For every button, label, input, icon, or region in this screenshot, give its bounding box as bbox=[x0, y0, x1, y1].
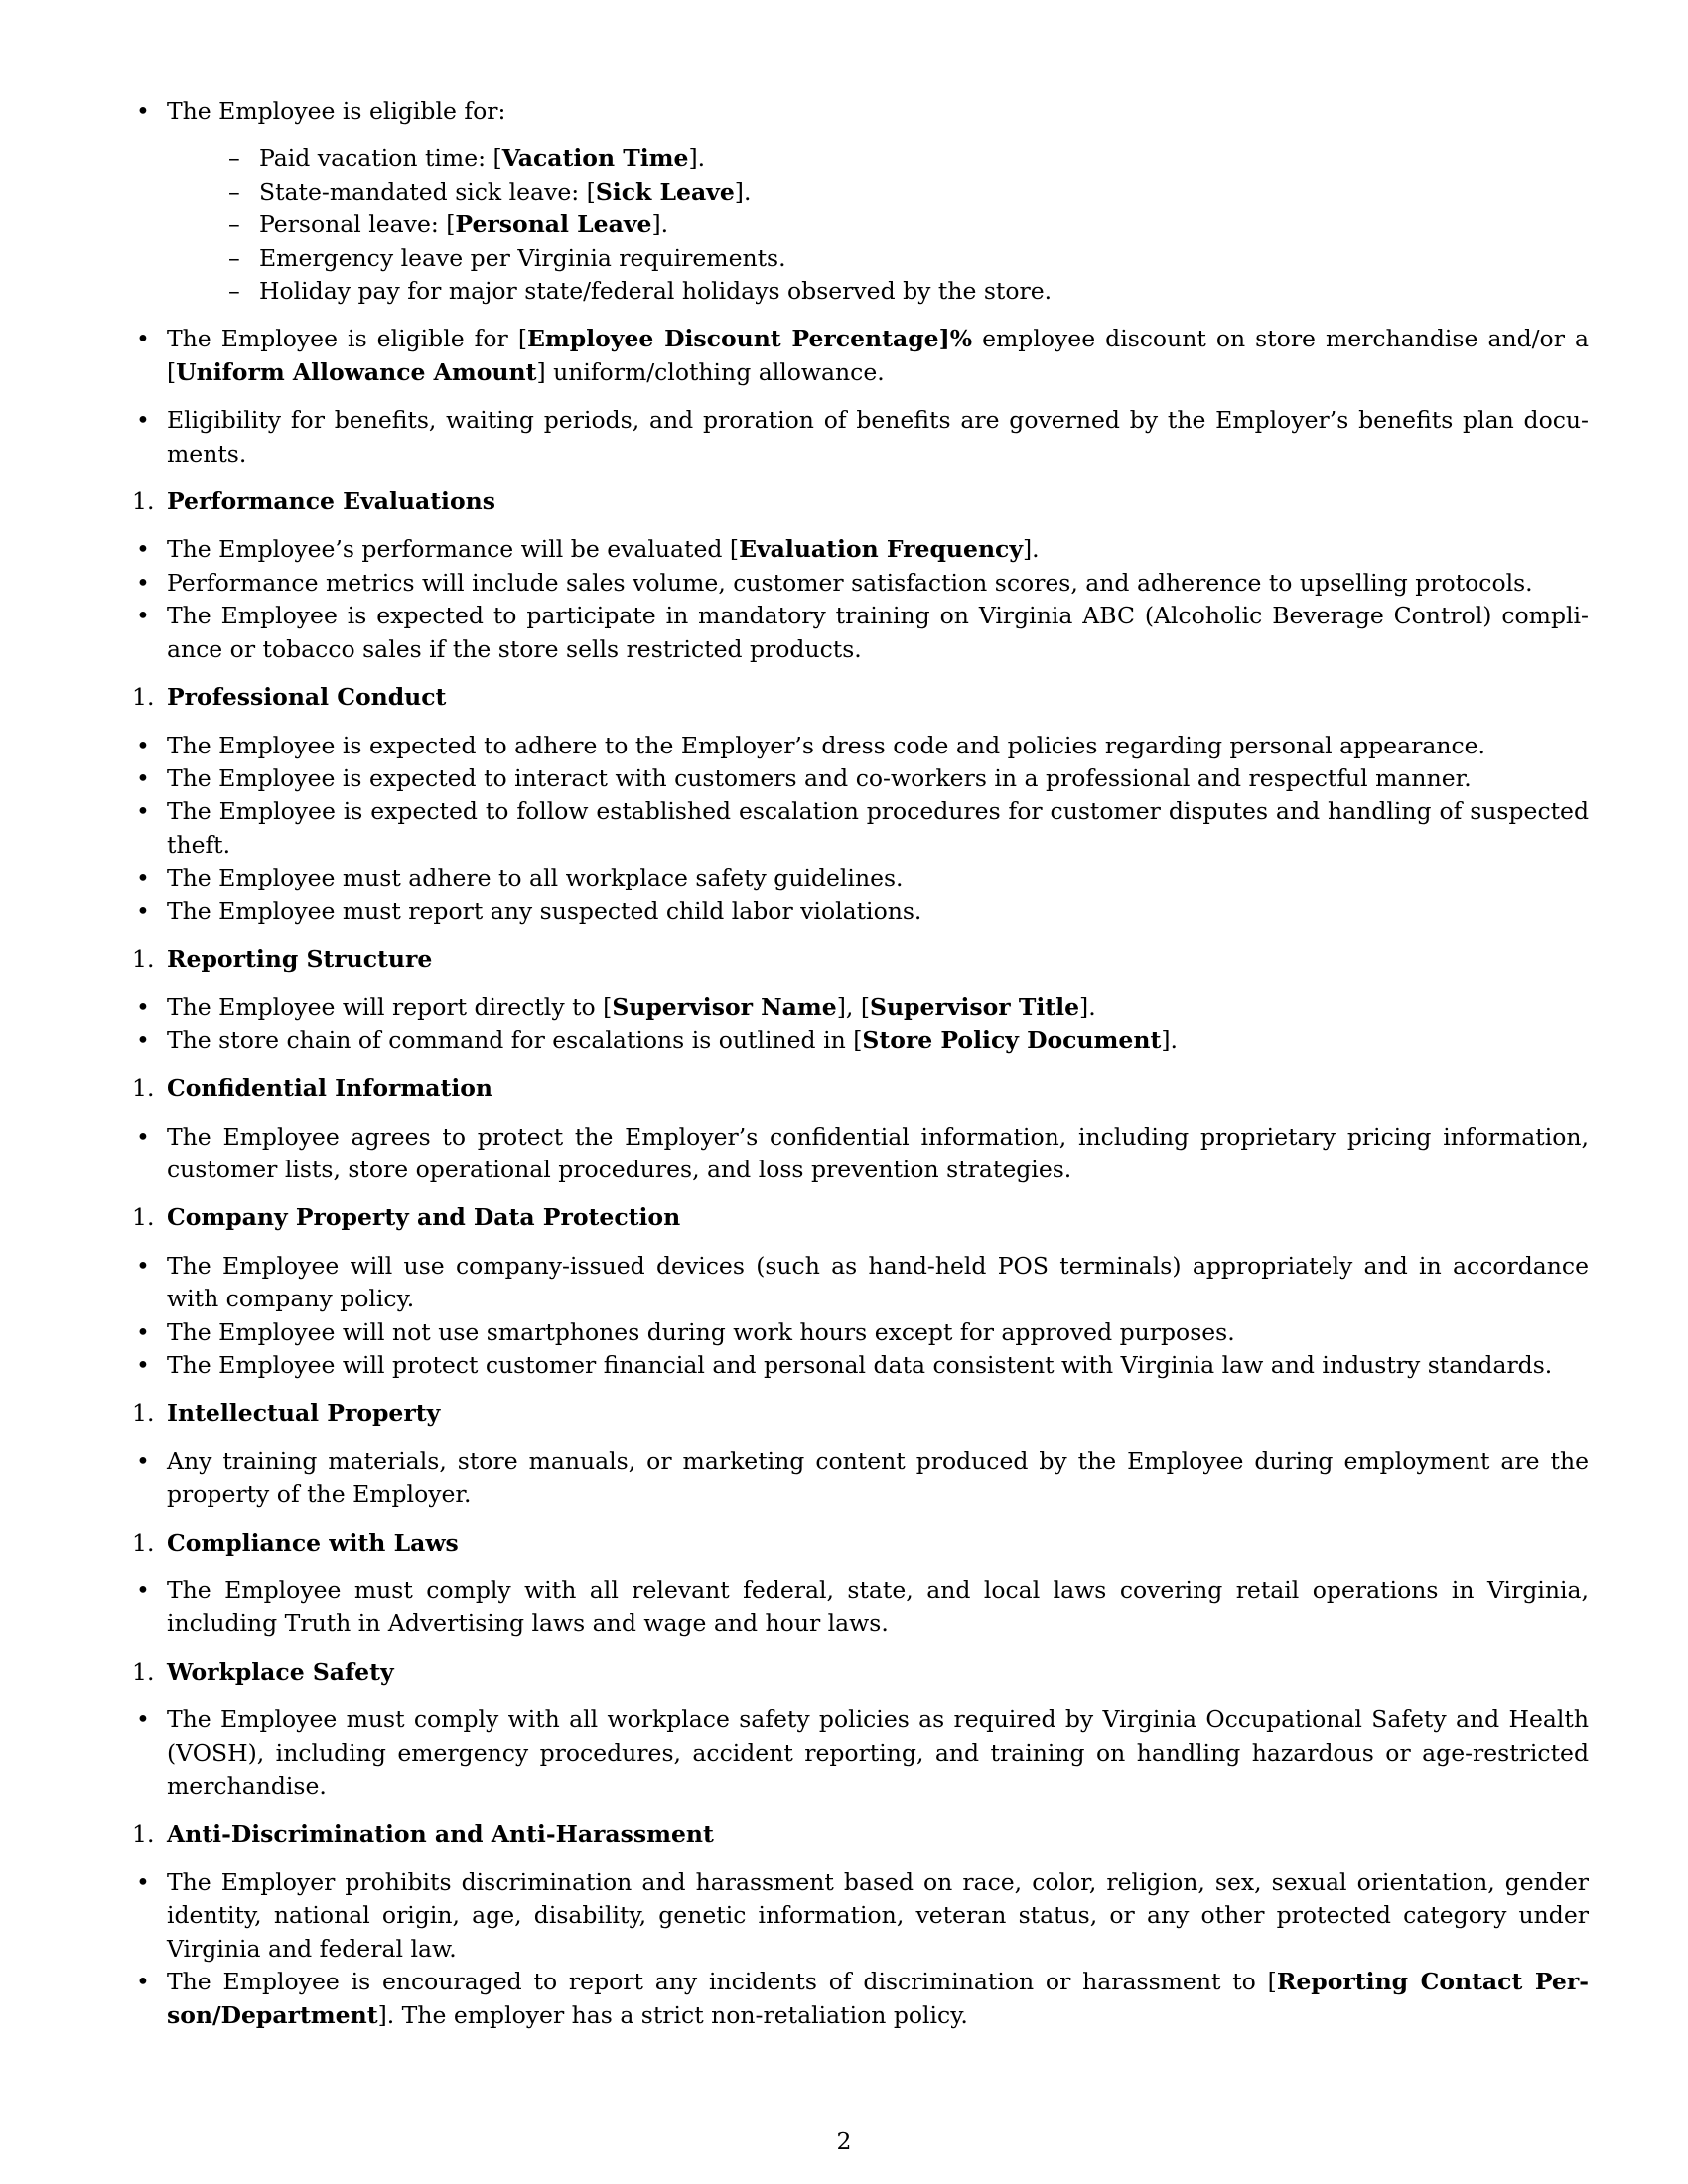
list-item: • The Employer prohibits discrimination and harassment based on race, color, religion, sex, sexual orientation, gender identity, national origin, age, disability, genetic information, veteran status, or any other protected category under Virginia and federal law. bbox=[132, 1866, 1589, 1966]
page-number: 2 bbox=[836, 2127, 852, 2155]
performance-list bbox=[132, 533, 1589, 666]
list-item: • Eligibility for benefits, waiting periods, and proration of benefits are governed by the Employer’s benefits plan documents. bbox=[132, 404, 1589, 471]
placeholder-reporting-contact: Reporting Contact Person/Department bbox=[167, 1968, 1589, 2029]
benefits-discount-list bbox=[132, 323, 1589, 389]
section-heading-conduct: 1. Professional Conduct bbox=[132, 683, 447, 712]
compliance-list bbox=[132, 1574, 1589, 1641]
list-item: – Paid vacation time: [Vacation Time]. bbox=[167, 142, 1589, 175]
list-item: • The store chain of command for escalations is outlined in [Store Policy Document]. bbox=[132, 1024, 1589, 1057]
leave-sublist bbox=[167, 142, 1589, 308]
placeholder-vacation-time: Vacation Time bbox=[501, 144, 689, 173]
placeholder-supervisor-title: Supervisor Title bbox=[870, 993, 1080, 1022]
list-item: – Emergency leave per Virginia requirements. bbox=[167, 242, 1589, 275]
list-item: • The Employee is expected to participate in mandatory training on Virginia ABC (Alcoholic Beverage Control) compliance or tobacco sales if the store sells restricted products. bbox=[132, 600, 1589, 666]
section-heading-confidential: 1. Confidential Information bbox=[132, 1074, 493, 1103]
list-item: • The Employee will protect customer financial and personal data consistent with Virginia law and industry standards. bbox=[132, 1349, 1589, 1382]
list-item: • The Employee agrees to protect the Employer’s confidential information, including proprietary pricing information, customer lists, store operational procedures, and loss prevention strategies. bbox=[132, 1121, 1589, 1187]
list-item: • The Employee’s performance will be evaluated [Evaluation Frequency]. bbox=[132, 533, 1589, 566]
placeholder-sick-leave: Sick Leave bbox=[595, 177, 735, 205]
ip-list bbox=[132, 1445, 1589, 1512]
list-item: • The Employee must comply with all relevant federal, state, and local laws covering retail operations in Virginia, including Truth in Advertising laws and wage and hour laws. bbox=[132, 1574, 1589, 1641]
list-item: • The Employee is encouraged to report any incidents of discrimination or harassment to [Reporting Contact Person/Department]. The employer has a strict non-retaliation policy. bbox=[132, 1966, 1589, 2032]
placeholder-supervisor-name: Supervisor Name bbox=[612, 993, 837, 1022]
benefits-list bbox=[132, 95, 1589, 308]
placeholder-uniform-allowance: Uniform Allowance Amount bbox=[176, 357, 537, 386]
list-item: • The Employee is eligible for: – Paid vacation time: [Vacation Time]. – State-mandated sick leave: [Sick Leave]. – Personal leave: [Personal Leave]. – Emergency leave per Virginia requirements. – Holiday pay for major state/federal holidays observed by the store. bbox=[132, 95, 1589, 308]
list-item: – Personal leave: [Personal Leave]. bbox=[167, 208, 1589, 241]
confidential-list bbox=[132, 1121, 1589, 1187]
placeholder-discount-percentage: Employee Discount Percentage]% bbox=[526, 325, 973, 353]
list-item: • The Employee is eligible for [Employee Discount Percentage]% employee discount on store merchandise and/or a [Uniform Allowance Amount] uniform/clothing allowance. bbox=[132, 323, 1589, 389]
placeholder-evaluation-frequency: Evaluation Frequency bbox=[739, 535, 1023, 564]
conduct-list bbox=[132, 730, 1589, 928]
placeholder-personal-leave: Personal Leave bbox=[455, 210, 652, 239]
list-item: • The Employee must report any suspected child labor violations. bbox=[132, 895, 1589, 928]
antidiscrimination-list bbox=[132, 1866, 1589, 2032]
list-item: • The Employee must adhere to all workplace safety guidelines. bbox=[132, 862, 1589, 894]
property-list bbox=[132, 1250, 1589, 1383]
list-item: • Any training materials, store manuals, or marketing content produced by the Employee during employment are the property of the Employer. bbox=[132, 1445, 1589, 1512]
document-body bbox=[132, 95, 1589, 2047]
list-item: • Performance metrics will include sales volume, customer satisfaction scores, and adherence to upselling protocols. bbox=[132, 567, 1589, 600]
section-heading-ip: 1. Intellectual Property bbox=[132, 1399, 441, 1428]
safety-list bbox=[132, 1704, 1589, 1803]
reporting-list bbox=[132, 991, 1589, 1057]
list-item: • The Employee must comply with all workplace safety policies as required by Virginia Occupational Safety and Health (VOSH), including emergency procedures, accident reporting, and training on handling hazardous or age-restricted merchandise. bbox=[132, 1704, 1589, 1803]
placeholder-store-policy-document: Store Policy Document bbox=[862, 1025, 1162, 1054]
list-item: • The Employee will use company-issued devices (such as hand-held POS terminals) appropriately and in accordance with company policy. bbox=[132, 1250, 1589, 1316]
list-item: • The Employee will not use smartphones during work hours except for approved purposes. bbox=[132, 1316, 1589, 1349]
list-item: • The Employee is expected to follow established escalation procedures for customer disputes and handling of suspected theft. bbox=[132, 795, 1589, 862]
section-heading-safety: 1. Workplace Safety bbox=[132, 1657, 394, 1686]
section-heading-performance: 1. Performance Evaluations bbox=[132, 487, 495, 516]
list-item: • The Employee is expected to adhere to the Employer’s dress code and policies regarding personal appearance. bbox=[132, 730, 1589, 762]
benefits-eligibility-list bbox=[132, 404, 1589, 471]
section-heading-antidiscrimination: 1. Anti-Discrimination and Anti-Harassment bbox=[132, 1820, 714, 1848]
list-item: • The Employee is expected to interact with customers and co-workers in a professional and respectful manner. bbox=[132, 762, 1589, 795]
list-item: • The Employee will report directly to [Supervisor Name], [Supervisor Title]. bbox=[132, 991, 1589, 1024]
section-heading-property: 1. Company Property and Data Protection bbox=[132, 1203, 681, 1232]
list-item: – State-mandated sick leave: [Sick Leave]. bbox=[167, 176, 1589, 208]
section-heading-reporting: 1. Reporting Structure bbox=[132, 944, 433, 973]
list-item: – Holiday pay for major state/federal holidays observed by the store. bbox=[167, 275, 1589, 308]
section-heading-compliance: 1. Compliance with Laws bbox=[132, 1528, 459, 1557]
